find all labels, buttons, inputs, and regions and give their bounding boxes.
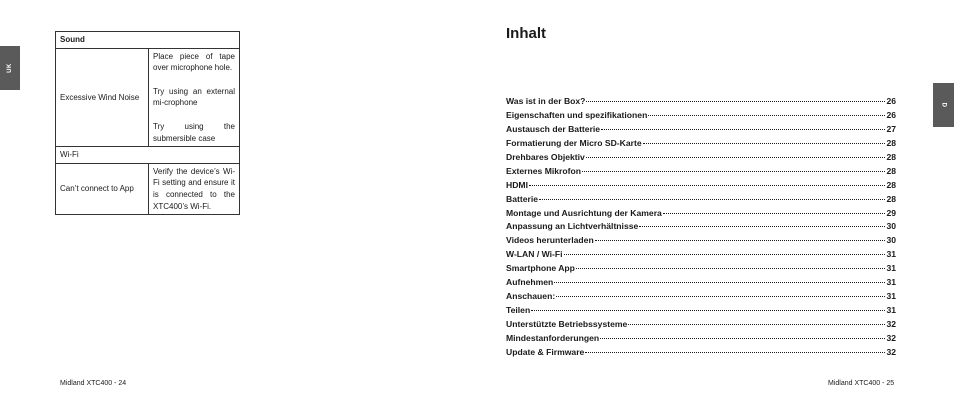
toc-entry[interactable] [506, 290, 896, 304]
toc-entry-label: Drehbares Objektiv [506, 151, 585, 162]
toc-entry-label: Was ist in der Box? [506, 96, 586, 106]
toc-entry-label: Austausch der Batterie [506, 123, 601, 134]
solution-text: Place piece of tape over microphone hole. [153, 51, 235, 73]
toc-entry-page: 27 [886, 123, 896, 134]
toc-leader-dots [639, 226, 885, 227]
toc-leader-dots [643, 143, 886, 144]
section-header-wifi: Wi-Fi [56, 147, 240, 164]
toc-entry-page: 28 [886, 137, 896, 148]
troubleshooting-table [55, 31, 240, 215]
toc-leader-dots [601, 129, 885, 130]
solution-text: Verify the device’s Wi-Fi setting and ensure it is connected to the XTC400’s Wi-Fi. [153, 166, 235, 211]
toc-entry-page: 32 [886, 346, 896, 357]
toc-entry-page: 28 [886, 179, 896, 190]
solution-cell [149, 48, 240, 147]
toc-leader-dots [539, 199, 885, 200]
toc-entry-page: 28 [886, 193, 896, 204]
toc-leader-dots [531, 310, 885, 311]
solution-text: Try using an external mi-crophone [153, 86, 235, 108]
language-tab-uk [0, 46, 20, 90]
toc-entry-label: Anpassung an Lichtverhältnisse [506, 221, 639, 232]
toc-entry-label: W-LAN / Wi-Fi [506, 249, 563, 260]
toc-entry-label: Anschauen: [506, 291, 556, 302]
toc-entry[interactable] [506, 262, 896, 276]
section-header-sound: Sound [56, 32, 240, 49]
toc-entry[interactable] [506, 346, 896, 360]
toc-leader-dots [554, 282, 885, 283]
toc-entry-label: Smartphone App [506, 263, 575, 274]
toc-leader-dots [600, 338, 885, 339]
toc-leader-dots [586, 157, 886, 158]
language-tab-label: UK [6, 63, 13, 73]
toc-entry[interactable] [506, 234, 896, 248]
solution-text: Try using the submersible case [153, 121, 235, 143]
toc-entry-label: Batterie [506, 193, 538, 204]
toc-entry-label: Teilen [506, 305, 531, 316]
table-row [56, 163, 240, 214]
table-section-header [56, 147, 240, 164]
toc-entry-page: 31 [886, 263, 896, 274]
toc-entry-label: Eigenschaften und spezifikationen [506, 109, 648, 120]
toc-entry-page: 26 [886, 96, 896, 106]
toc-entry-page: 30 [886, 235, 896, 246]
page-title: Inhalt [506, 25, 546, 42]
table-row [56, 48, 240, 147]
toc-entry[interactable] [506, 95, 896, 109]
toc-leader-dots [576, 268, 886, 269]
language-tab-label: D [940, 102, 947, 108]
toc-entry-label: Videos herunterladen [506, 235, 594, 246]
toc-leader-dots [582, 171, 885, 172]
toc-entry-page: 28 [886, 165, 896, 176]
toc-entry-label: Montage und Ausrichtung der Kamera [506, 207, 662, 218]
table-of-contents [506, 95, 896, 360]
toc-entry[interactable] [506, 318, 896, 332]
toc-entry-label: Formatierung der Micro SD-Karte [506, 137, 642, 148]
toc-entry[interactable] [506, 137, 896, 151]
toc-entry[interactable] [506, 220, 896, 234]
toc-entry[interactable] [506, 193, 896, 207]
toc-leader-dots [556, 296, 885, 297]
toc-leader-dots [595, 240, 886, 241]
toc-entry-page: 30 [886, 221, 896, 232]
toc-entry-page: 31 [886, 277, 896, 288]
toc-leader-dots [585, 352, 885, 353]
page-footer-left: Midland XTC400 - 24 [60, 380, 127, 387]
toc-entry-label: Update & Firmware [506, 346, 585, 357]
toc-entry-page: 29 [886, 207, 896, 218]
toc-entry-page: 31 [886, 305, 896, 316]
toc-leader-dots [564, 254, 886, 255]
toc-entry-label: Externes Mikrofon [506, 165, 581, 176]
toc-entry-page: 26 [886, 109, 896, 120]
toc-entry-page: 31 [886, 291, 896, 302]
toc-entry[interactable] [506, 109, 896, 123]
language-tab-d [933, 83, 954, 127]
toc-leader-dots [628, 324, 885, 325]
table-section-header [56, 32, 240, 49]
toc-entry-label: HDMI [506, 179, 528, 190]
toc-entry-page: 32 [886, 319, 896, 329]
toc-entry-page: 28 [886, 151, 896, 162]
toc-leader-dots [648, 115, 885, 116]
toc-leader-dots [586, 101, 885, 102]
toc-entry[interactable] [506, 276, 896, 290]
toc-entry-page: 32 [886, 332, 896, 343]
toc-entry[interactable] [506, 179, 896, 193]
toc-entry[interactable] [506, 123, 896, 137]
problem-cell: Can’t connect to App [56, 163, 149, 214]
toc-entry[interactable] [506, 207, 896, 221]
toc-entry[interactable] [506, 332, 896, 346]
problem-cell: Excessive Wind Noise [56, 48, 149, 147]
solution-cell [149, 163, 240, 214]
toc-entry-label: Mindestanforderungen [506, 332, 600, 343]
toc-entry-label: Unterstützte Betriebssysteme [506, 319, 628, 329]
toc-entry-page: 31 [886, 249, 896, 260]
toc-entry[interactable] [506, 304, 896, 318]
toc-entry[interactable] [506, 151, 896, 165]
toc-leader-dots [663, 213, 886, 214]
toc-leader-dots [529, 185, 885, 186]
page-footer-right: Midland XTC400 - 25 [828, 380, 895, 387]
toc-entry[interactable] [506, 165, 896, 179]
toc-entry[interactable] [506, 248, 896, 262]
toc-entry-label: Aufnehmen [506, 277, 554, 288]
